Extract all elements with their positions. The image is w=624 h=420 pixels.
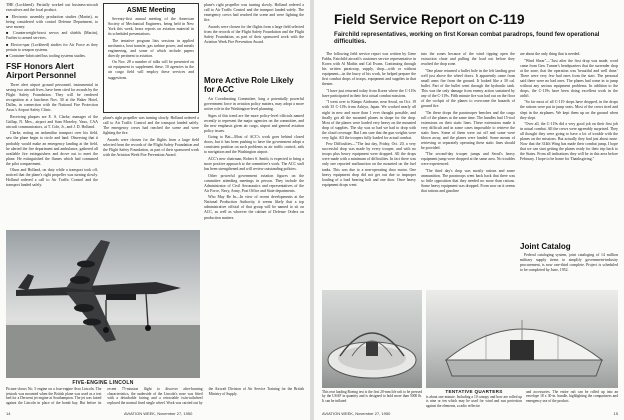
c119-paragraph: "On these drops the paratrooper benches and the cargo roll of the planes at the same time. The handles had 15-tool extensions on their static lines. These extensions made it very difficult and in some cases impossible to retrieve the static lines. Some of them were cut off and some were blown away, and the planes were landed. Some means of retrieving or separately operating these static lines should be provided. bbox=[421, 110, 515, 150]
right-col-paragraph: plane's right propeller was turning slowly. Holland ordered a call to Air Traffic Control and the transport landed safely. The emergency crews had reached the scene and were fighting the fire. bbox=[204, 3, 304, 23]
life-raft-image bbox=[322, 290, 422, 388]
left-footer-text: AVIATION WEEK, November 27, 1950 bbox=[124, 411, 193, 416]
fsf-paragraph: Clarke, noting an unfamiliar transport over his field, saw the plane begin to circle and land. Observing that it probably would make an emergency landing at the field, he alerted the fire department and ambulance, gathered all available fire extinguishers and drove out to meet the plane. He extinguished the flames which had consumed the pilot compartment. bbox=[6, 131, 98, 166]
acc-paragraph: Signs of this trend are the more policy-level officials named recently to represent the major agencies on the committee, and the new emphasis given air cargo, airport and general aviation policy issues. bbox=[204, 113, 304, 133]
acc-paragraph: Air Coordinating Committee, long a potentially powerful government force in aviation policy matters, may adopt a more active role in the Washington-level planning. bbox=[204, 97, 304, 112]
joint-catalog-text bbox=[520, 253, 618, 287]
middle-paragraph: Awards were chosen for the flights from a large field selected from the records of the Flight Safety Foundation and the Flight Safety Foundation, as part of their sponsored work with the Aviation Week Fire Prevention Award. bbox=[103, 137, 199, 157]
asme-paragraph: On Nov. 28 a number of talks will be presented on air equipment to supplement these, 10 agencies in the air cargo field will employ these services and suggestions. bbox=[108, 60, 194, 80]
c119-paragraph: "One plane returned a bullet hole in the left landing gear well just above the wheel doors. It apparently came from small arms fire from the ground. It looked like a 30 cal. bullet. Part of the bullet went through the hydraulic tank. This was the only damage from enemy action sustained by any of the C-119s. Fifth minute fire was had out on the floor of the cockpit of the planes to overcome the hazards of ground fire. bbox=[421, 68, 515, 108]
right-col-paragraph: Awards were chosen for the flights from a large field selected from the records of the Flight Safety Foundation and the Flight Safety Foundation, as part of their sponsored work with the Aviation Week Fire Prevention Award. bbox=[204, 24, 304, 44]
left-page bbox=[0, 0, 310, 420]
acc-article bbox=[204, 97, 304, 347]
fsf-heading: FSF Honors Alert Airport Personnel bbox=[6, 61, 77, 81]
joint-catalog-paragraph: Federal cataloging system, joint cataloging of 14 million military supply items to simplify government-industry procurement, is now one-third complete. Project is scheduled to be completed by June, 1952. bbox=[520, 253, 618, 273]
acc-paragraph: Other powerful government aviation figures on the committee attending meetings in person. They include the Administrator of Civil Aeronautics and representatives of the Air Force, Navy, Army, Post Office and State departments. bbox=[204, 173, 304, 193]
c119-paragraph: "I went over to Kimpo Airdrome, near Seoul, on Oct. 19 with 35 C-119s from Ashiya, Japan. We worked nearly all night in new and more than 1 ever thought possible, and finally got all the mounted planes in shape for the drop. Most of the planes were loaded very heavy on the mounted drop of supplies. The sky was so bad we had to drop with the cloud coverage. But I am sure that the gun weights were very light. All the troopers fully loaded for actual combat. bbox=[322, 100, 416, 140]
asme-box bbox=[103, 3, 199, 113]
life-raft-canopy-image bbox=[426, 290, 618, 388]
lincoln-caption-text: Picture shows No. 5 engine on a four-engine Avro Lincoln. The jetstack was mounted when the British plane was used as a test bed for a Derwent jet engine at Southampton. The jet was faired against the Lincoln in place of the bomb bay. But before its recent 75-mission flight to discover after-burning characteristics, the underside of the Lincoln's nose was fitted with a detachable fairing and a retractable twin-tailwheel replaced the normal fixed single wheel. Work was carried out by the Aircraft Division of Air Service Training for the British Ministry of Supply. bbox=[6, 387, 304, 405]
c119-paragraph: "Wind Shear"—"Just after the first drop was made, word came from Gen. Tunner's headquarters that the surrender drop at the zone, that the operation was 'beautiful and well done.' There were very few bad ones from the start. The personal said there were no bad ones. The planes had come in to jump without any serious equipment problems. In addition to the drops, the C-119s have been doing excellent work in the airlift. bbox=[520, 58, 618, 98]
middle-column-continued bbox=[103, 116, 199, 226]
left-footer bbox=[6, 411, 304, 416]
c119-paragraph: are about the only thing that is needed. bbox=[520, 52, 581, 56]
top-bullet-2: ■ Counterweight-boost servos and shields (Martin), Further to armed services. bbox=[6, 31, 98, 41]
asme-paragraph: Seventy-first annual meeting of the American Society of Mechanical Engineers, being held in New York this week, hears reports on aviation material in its scheduled presentations. bbox=[108, 17, 194, 37]
fsf-paragraph: Olson and Holland, on duty while a transport took off, noticed that the plane's right propeller was turning slowly. Holland ordered a call to Air Traffic Control and the transport landed safely. bbox=[6, 168, 98, 188]
lincoln-aircraft-image bbox=[6, 230, 200, 378]
c119-paragraph: "Over all, the C-119s did a very good job on their first job in actual combat. All the crews were agreeably surprised. They all thought they were going to have a lot of trouble with the planes on the missions. But actually they had just about none. Now that the 314th Wing has made their combat jump, I hope that we can start getting the planes ready for their trip back to the States. From all indications they will be in this area before February. I hope to be home for Thanksgiving." bbox=[520, 122, 618, 162]
acc-paragraph: Going to Bat—Most of ACC's work goes behind closed doors, but it has been pushing to have the government adopt a consistent position on such problems as air traffic control, aids to navigation and the Washington airport. bbox=[204, 135, 304, 155]
right-footer-text: AVIATION WEEK, November 27, 1950 bbox=[322, 411, 391, 416]
joint-catalog-heading: Joint Catalog bbox=[520, 242, 571, 251]
fsf-paragraph: Three alert airport ground personnel, instrumental in saving two aircraft lives, have been cited for awards by the Flight Safety Foundation. They will be rendered recognition at a luncheon Nov. 30 at the Baker Hotel, Dallas, in connection with the National Fire Protection Assn.'s Airport Safety Clinic. bbox=[6, 83, 98, 113]
life-raft-photo-1 bbox=[322, 290, 422, 388]
raft-caption-title: TENTATIVE QUARTERS bbox=[445, 389, 503, 394]
c119-paragraph: Few Difficulties—"The last day, Friday, Oct. 20, a very successful drop was made by every trooper, and with no troops plus heavy equipment were dropped. All the drops were made with a minimum of difficulties. In fact there was only one reported malfunction on the mounted on the fuel tanks. This was due to a non-operating door motor. One heavy equipment drop did not get out due to improper loading of a load bearing bolt and one door. Once heavy equipment drops went bbox=[322, 142, 416, 187]
top-bullet-3: ■ Electro-spar (Lockheed) studies for Air Force as they pertain to weapon systems. bbox=[6, 42, 98, 52]
acc-paragraph: ACC's new chairman, Robert S. Smith, is expected to bring a more positive approach to the committee's work. The ACC staff has been strengthened and will review outstanding policies. bbox=[204, 157, 304, 172]
left-page-number: 14 bbox=[6, 411, 11, 416]
raft-caption-right-text: and accessories. The entire raft can be rolled up into an envelope 18 x 30-in. bundle, highlighting the compactness and emergency use of the product. bbox=[526, 390, 618, 403]
c119-heading: Field Service Report on C-119 bbox=[334, 12, 525, 27]
fsf-paragraph: Receiving plaques are E. S. Clarke, manager of the Gallup, N. Mex., airport and Sam Moseley, Vaux, CAA aircraft communicators, at T. Cole, Jr., and J. D. Holland. bbox=[6, 114, 98, 129]
top-bullet-1: ■ Electronic assembly production studies (Martin), as being considered with control Defense Department, to save money. bbox=[6, 14, 98, 29]
c119-paragraph: The following field service report was written by Gene Fabbs, Fairchild aircraft's customer service representative in Korea with Al Mathis and Cal Evans. Continuing through his written paratroop, supply, drop—with or without equipment—in the hurry of his work, he helped prepare the first combat drops of troops, equipment and supplies in that theater. bbox=[322, 52, 416, 87]
c119-subheading: Fairchild representatives, working on first Korean combat paradrops, found few operational difficulties. bbox=[334, 31, 600, 46]
c119-column-1 bbox=[322, 52, 416, 286]
acc-paragraph: Who May Be In—In view of recent developments at the National Production Authority, it seems likely that a top administrative official of that group will be named to sit on ACC, as well as whoever the cabinet of Defense Orders on production matters. bbox=[204, 195, 304, 220]
acc-heading: More Active Role Likely for ACC bbox=[204, 76, 294, 94]
asme-paragraph: The tentative program lists sessions in applied mechanics, heat transfer, gas turbine power, and metals engineering, and some of which include papers directly pertinent to aviation. bbox=[108, 38, 194, 58]
asme-text bbox=[108, 17, 194, 82]
top-left-column bbox=[6, 3, 98, 58]
c119-paragraph: "The third day's drop was mostly rations and some ammunition. The paratroops went back back that there was so little opposition that they needed no more than rations. Some heavy equipment was dropped. From now on it seems that rations and gasoline bbox=[421, 169, 515, 194]
c119-paragraph: into the zones because of the wind tipping open the extraction chute and pulling the load out before they reached the drop zone. bbox=[421, 52, 515, 67]
c119-paragraph: "I have just returned today from Korea where the C-119s have participated in their first actual combat missions. bbox=[322, 88, 416, 98]
asme-heading: ASME Meeting bbox=[126, 7, 176, 14]
raft-caption-mid-text: is about one minute. Including a 10 canopy and bow are rolled up is nine or ten which may be used for wind and sun protection against the elements, a radio reflector bbox=[426, 395, 522, 408]
life-raft-photo-2 bbox=[426, 290, 618, 388]
top-col-text: THE (Lockheed). Partially worked out business-aircraft executives and the local product. bbox=[6, 3, 98, 13]
lincoln-photo bbox=[6, 230, 200, 378]
lincoln-caption bbox=[6, 387, 304, 413]
c119-column-2 bbox=[421, 52, 515, 286]
right-page-number: 15 bbox=[613, 411, 618, 416]
right-column-top bbox=[204, 3, 304, 73]
c119-paragraph: "The second-day trooper jumps and Seoul's heavy equipment jump were dropped at the same area. No troubles were experienced. bbox=[421, 152, 515, 167]
raft-caption-left-text: This rear loading Boeing test is the first 20-mm life raft to be pressed by the USAF in quantity and is designed to hold more than 5000 lb. It can be inflated bbox=[322, 390, 422, 403]
lincoln-caption-title: FIVE-ENGINE LINCOLN bbox=[72, 380, 134, 386]
middle-paragraph: plane's right propeller was turning slowly. Holland ordered a call to Air Traffic Control and the transport landed safely. The emergency crews had reached the scene and were fighting the fire. bbox=[103, 116, 199, 136]
fsf-article bbox=[6, 83, 98, 226]
right-page bbox=[314, 0, 624, 420]
c119-column-3 bbox=[520, 52, 618, 240]
right-footer bbox=[322, 411, 618, 416]
c119-paragraph: "So far most of all C-119 drops have dropped, in the drops the rations were put in jump seats. Most of the crews tired and slept in the airplanes. We kept them up on the ground when they slept. bbox=[520, 100, 618, 120]
top-bullet-4: ■ Container-lubricated bus tooling systems studies. bbox=[6, 54, 86, 58]
